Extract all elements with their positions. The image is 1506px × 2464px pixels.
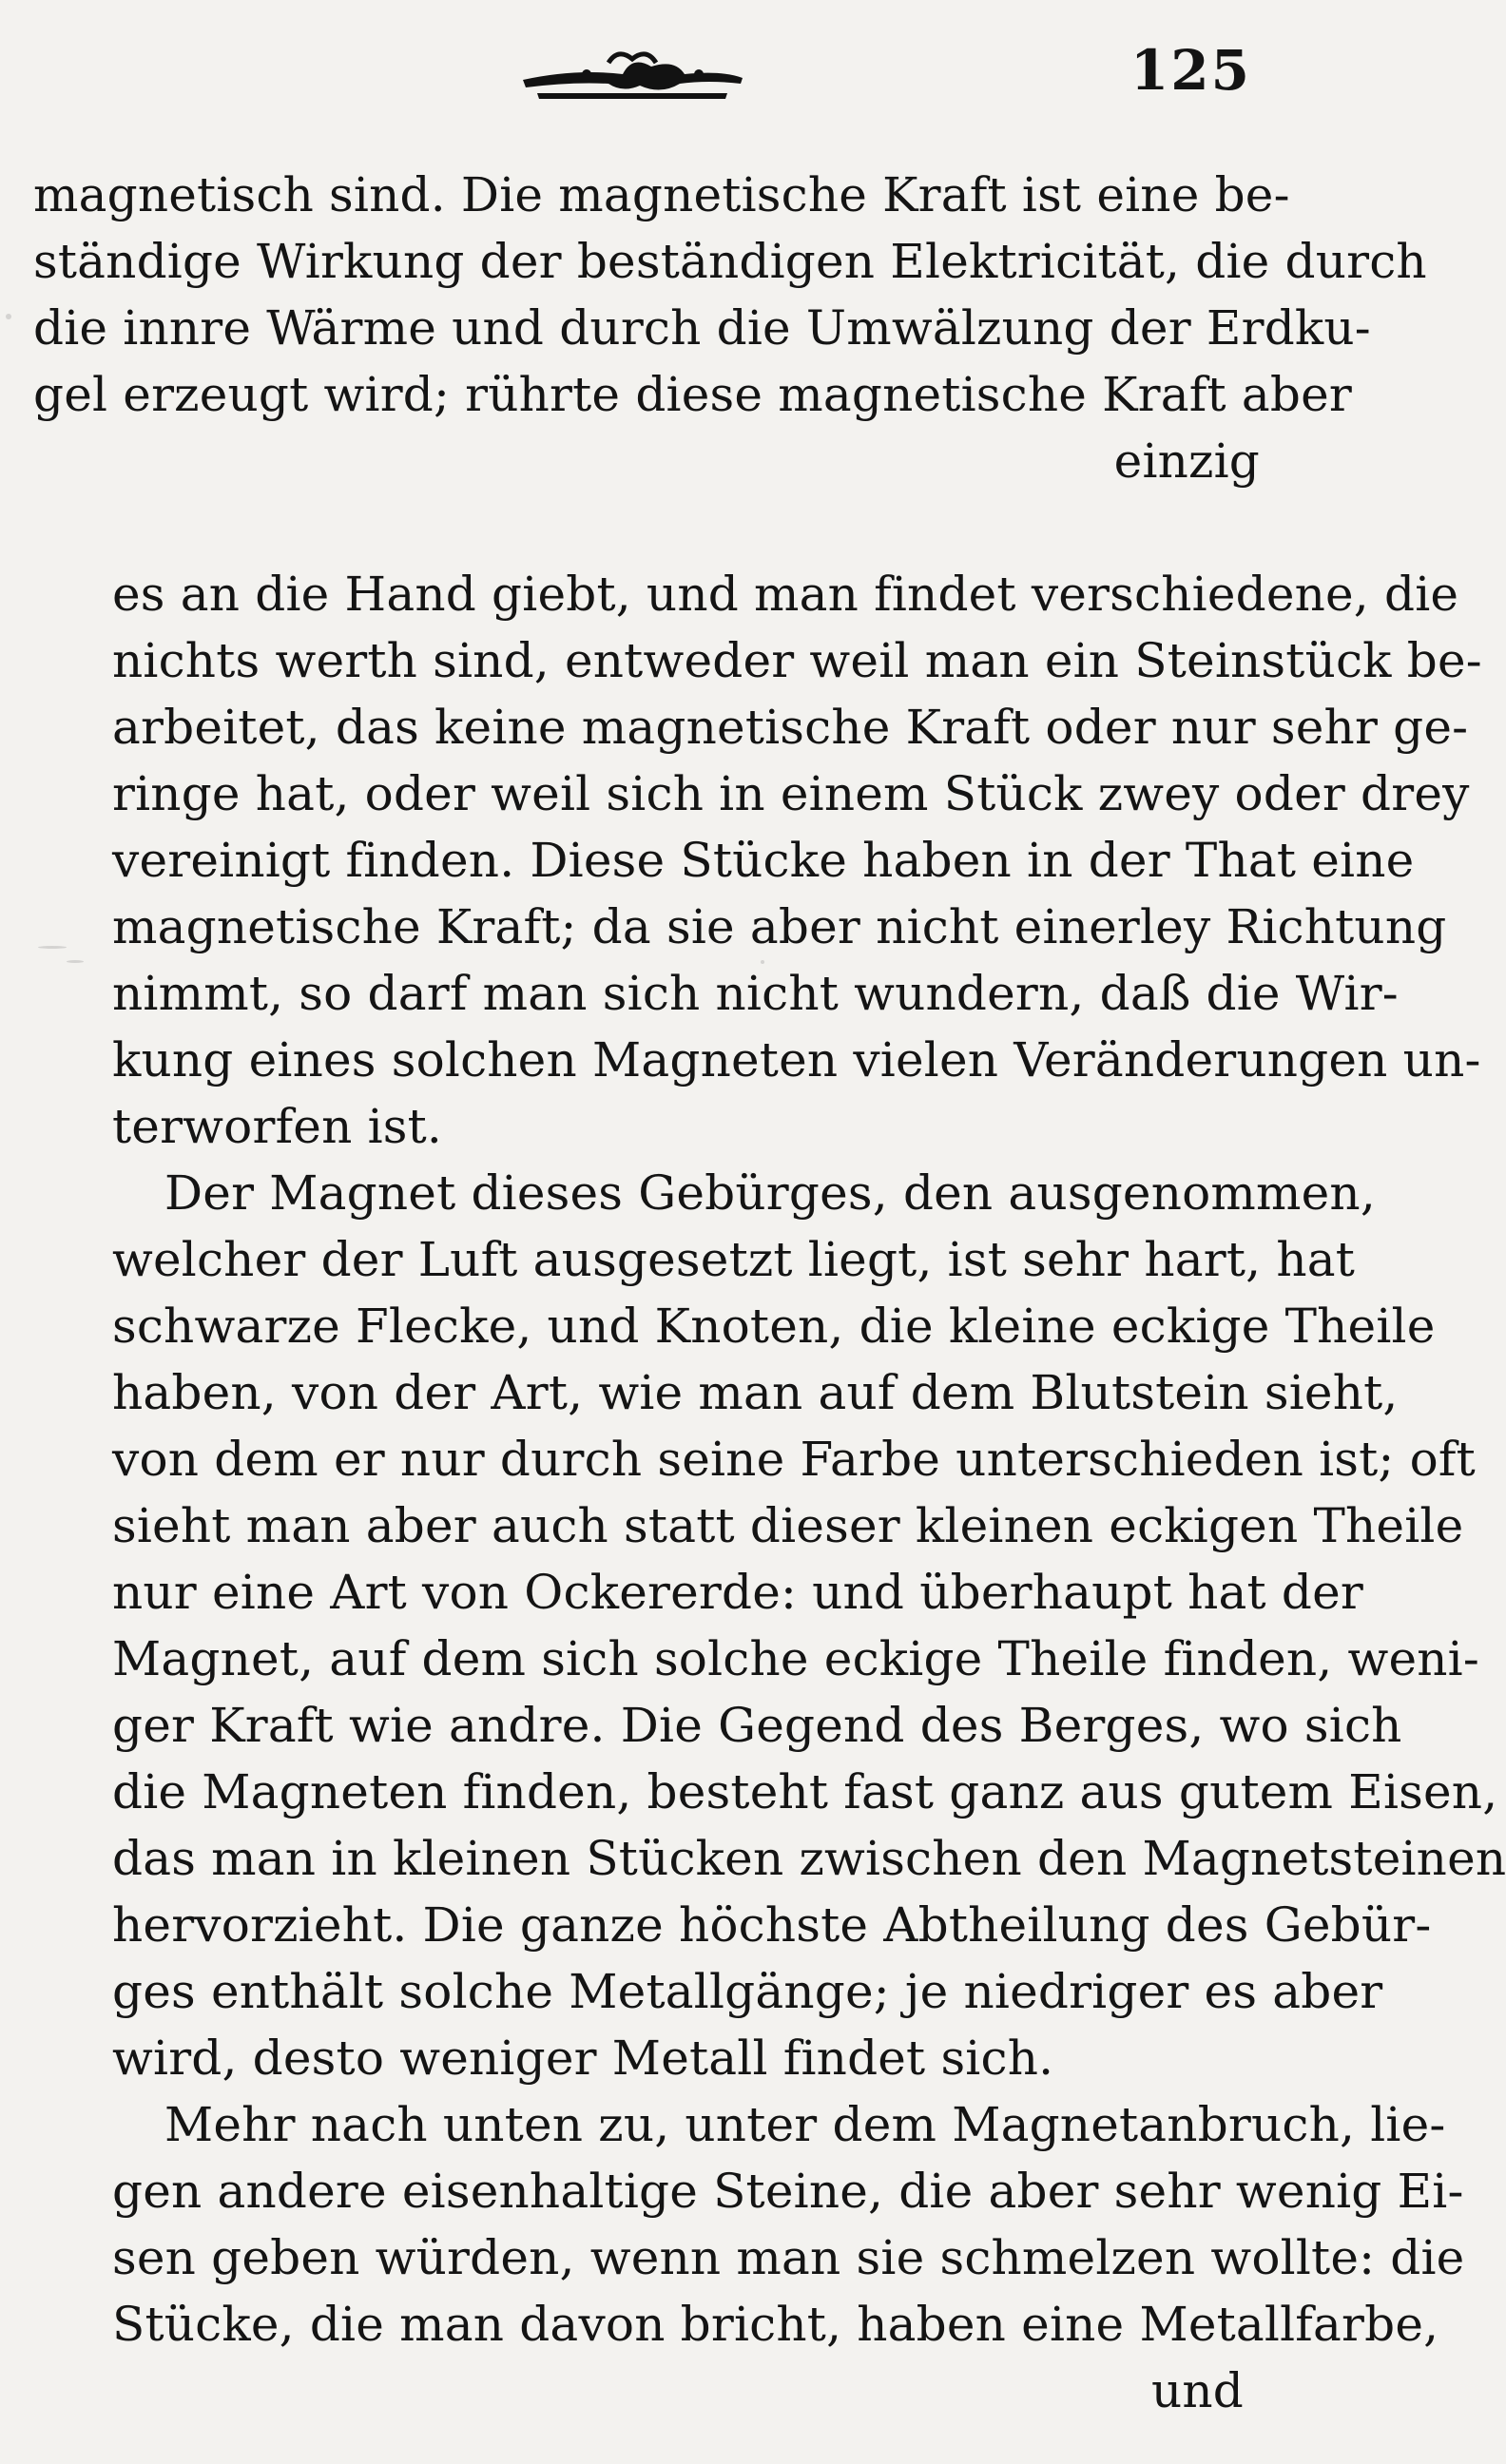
text-line: Der Magnet dieses Gebürges, den ausgenommen,: [164, 1165, 1376, 1221]
text-line: ger Kraft wie andre. Die Gegend des Berges, wo sich: [112, 1698, 1402, 1753]
text-line: nur eine Art von Ockererde: und überhaupt hat der: [112, 1565, 1364, 1620]
text-line: Magnet, auf dem sich solche eckige Theile finden, weni-: [112, 1631, 1479, 1686]
catchword: einzig: [1113, 433, 1260, 489]
text-line: ges enthält solche Metallgänge; je niedriger es aber: [112, 1964, 1383, 2019]
text-line: arbeitet, das keine magnetische Kraft oder nur sehr ge-: [112, 700, 1469, 755]
text-line: von dem er nur durch seine Farbe unterschieden ist; oft: [112, 1432, 1476, 1487]
text-line: ringe hat, oder weil sich in einem Stück zwey oder drey: [112, 766, 1470, 821]
text-line: vereinigt finden. Diese Stücke haben in der That eine: [112, 833, 1415, 888]
page-number: 125: [1130, 38, 1251, 103]
text-line: Mehr nach unten zu, unter dem Magnetanbruch, lie-: [164, 2097, 1446, 2152]
text-line: ständige Wirkung der beständigen Elektricität, die durch: [33, 234, 1427, 289]
scan-speck: [6, 314, 11, 319]
page-header: [0, 38, 1301, 124]
text-line: gel erzeugt wird; rührte diese magnetische Kraft aber: [33, 367, 1352, 422]
text-line: wird, desto weniger Metall findet sich.: [112, 2031, 1054, 2086]
text-line: magnetisch sind. Die magnetische Kraft ist eine be-: [33, 167, 1290, 222]
text-line: hervorzieht. Die ganze höchste Abtheilung des Gebür-: [112, 1897, 1432, 1953]
text-line: gen andere eisenhaltige Steine, die aber sehr wenig Ei-: [112, 2164, 1464, 2219]
text-block-main: [112, 561, 1506, 2424]
text-line: nichts werth sind, entweder weil man ein Steinstück be-: [112, 633, 1482, 688]
text-line: es an die Hand giebt, und man findet verschiedene, die: [112, 567, 1459, 622]
text-line: die innre Wärme und durch die Umwälzung der Erdku-: [33, 300, 1371, 356]
text-block-top: [33, 162, 1427, 494]
text-line: sen geben würden, wenn man sie schmelzen wollte: die: [112, 2230, 1465, 2285]
text-line: sieht man aber auch statt dieser kleinen eckigen Theile: [112, 1498, 1464, 1553]
text-line: haben, von der Art, wie man auf dem Blutstein sieht,: [112, 1365, 1399, 1420]
catchword: und: [1150, 2363, 1244, 2418]
text-line: Stücke, die man davon bricht, haben eine Metallfarbe,: [112, 2297, 1439, 2352]
text-line: magnetische Kraft; da sie aber nicht einerley Richtung: [112, 899, 1447, 954]
text-line: welcher der Luft ausgesetzt liegt, ist sehr hart, hat: [112, 1232, 1356, 1287]
text-line: das man in kleinen Stücken zwischen den Magnetsteinen: [112, 1831, 1506, 1886]
scan-speck: [67, 960, 84, 963]
ornament-vignette-icon: [518, 46, 746, 103]
text-line: terworfen ist.: [112, 1099, 443, 1154]
scan-speck: [38, 946, 67, 949]
text-line: kung eines solchen Magneten vielen Veränderungen un-: [112, 1032, 1481, 1088]
text-line: die Magneten finden, besteht fast ganz aus gutem Eisen,: [112, 1764, 1498, 1819]
text-line: schwarze Flecke, und Knoten, die kleine eckige Theile: [112, 1299, 1436, 1354]
text-line: nimmt, so darf man sich nicht wundern, daß die Wir-: [112, 966, 1399, 1021]
